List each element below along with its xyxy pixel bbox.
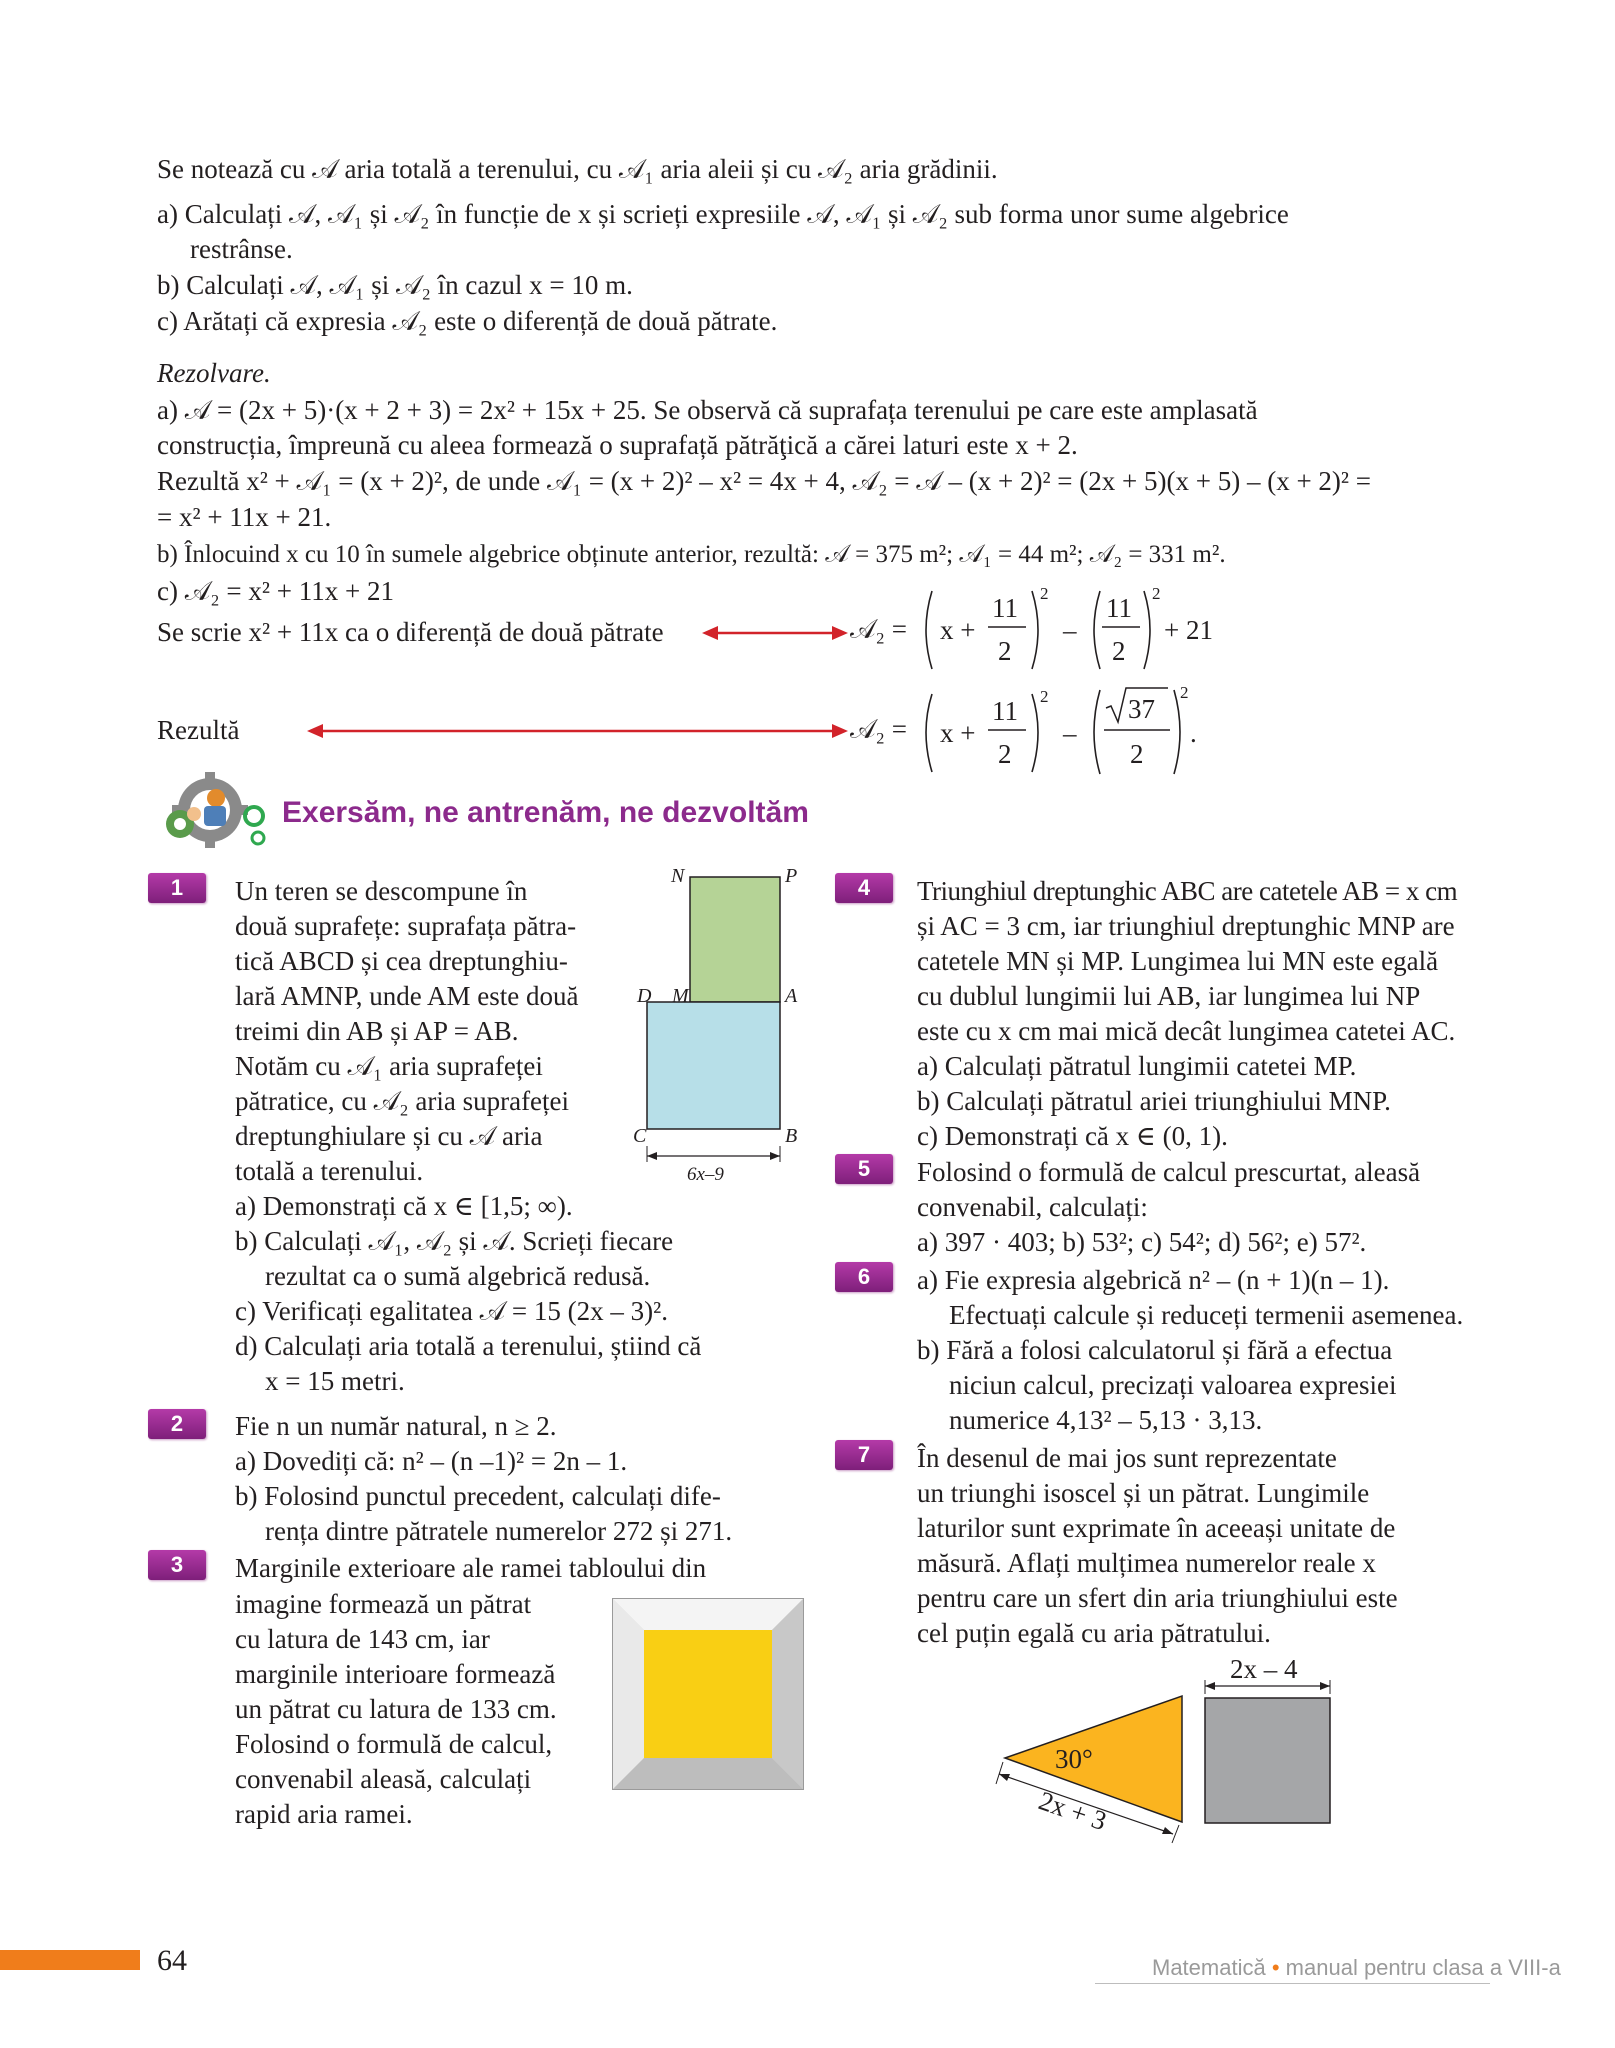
formula1 — [918, 585, 1248, 675]
triangle-side-label: 2x + 3 — [1035, 1785, 1111, 1837]
ex7-line: În desenul de mai jos sunt reprezentate — [917, 1443, 1337, 1473]
ex1-question-d-cont: x = 15 metri. — [265, 1366, 405, 1396]
footer-title-book: manual pentru clasa a VIII-a — [1285, 1955, 1561, 1980]
solution-a-line4: = x² + 11x + 21. — [157, 502, 332, 532]
intro-question-a: a) Calculați 𝒜, 𝒜₁ și 𝒜₂ în funcție de x și scrieți expresiile 𝒜, 𝒜₁ și 𝒜₂ sub forma unor sume algebrice — [157, 199, 1289, 229]
ex4-line: este cu x cm mai mică decât lungimea catetei AC. — [917, 1016, 1456, 1046]
ex1-line: dreptunghiulare și cu 𝒜 aria — [235, 1121, 543, 1151]
formula1-lhs: 𝒜₂ = — [850, 614, 907, 644]
ex5-line: a) 397 · 403; b) 53²; c) 54²; d) 56²; e) 57². — [917, 1227, 1367, 1257]
exercise-6-text — [917, 1263, 1463, 1438]
ex3-line: marginile interioare formează — [235, 1659, 556, 1689]
ex4-line: catetele MN și MP. Lungimea lui MN este egală — [917, 946, 1439, 976]
label-p: P — [785, 865, 798, 887]
ex7-figure — [985, 1650, 1345, 1845]
ex2-question-b-cont: rența dintre pătratele numerelor 272 și 271. — [265, 1516, 733, 1546]
ex6-question-a-cont: Efectuați calcule și reduceți termenii asemenea. — [949, 1300, 1464, 1330]
ex1-question-b: b) Calculați 𝒜₁, 𝒜₂ și 𝒜. Scrieți fiecare — [235, 1226, 674, 1256]
solution-result-label: Rezultă — [157, 715, 240, 745]
exercise-badge-4: 4 — [835, 873, 893, 903]
exercise-badge-7: 7 — [835, 1440, 893, 1470]
solution-c-line2: Se scrie x² + 11x ca o diferență de două pătrate — [157, 617, 664, 647]
ex4-line: c) Demonstrați că x ∈ (0, 1). — [917, 1121, 1228, 1151]
ex1-figure — [625, 862, 815, 1182]
label-d: D — [637, 985, 652, 1007]
ex3-line: Folosind o formulă de calcul, — [235, 1729, 553, 1759]
ex7-line: cel puțin egală cu aria pătratului. — [917, 1618, 1271, 1648]
dimension-label: 6x–9 — [687, 1164, 724, 1182]
solution-a-line3: Rezultă x² + 𝒜₁ = (x + 2)², de unde 𝒜₁ = (x + 2)² – x² = 4x + 4, 𝒜₂ = 𝒜 – (x + 2)² = (2x + 5)(x + 5) – (x + 2)² = — [157, 466, 1371, 496]
footer-accent-bar — [0, 1950, 140, 1970]
formula2-den2: 2 — [1130, 739, 1144, 769]
ex1-line: pătratice, cu 𝒜₂ aria suprafeței — [235, 1086, 570, 1116]
intro-question-c: c) Arătați că expresia 𝒜₂ este o diferență de două pătrate. — [157, 306, 778, 336]
solution-heading: Rezolvare. — [157, 358, 271, 388]
page-number: 64 — [157, 1944, 187, 1977]
ex3-line: un pătrat cu latura de 133 cm. — [235, 1694, 557, 1724]
intro-line: Se notează cu 𝒜 aria totală a terenului, cu 𝒜₁ aria aleii și cu 𝒜₂ aria grădinii. — [157, 154, 998, 184]
double-arrow-1 — [700, 618, 850, 648]
formula2-x-plus: x + — [940, 718, 976, 748]
ex7-line: laturilor sunt exprimate în aceeași unitate de — [917, 1513, 1396, 1543]
ex4-line: Triunghiul dreptunghic ABC are catetele AB = x cm — [917, 876, 1458, 906]
ex6-question-b-cont: niciun calcul, precizați valoarea expresiei — [949, 1370, 1397, 1400]
ex5-line: Folosind o formulă de calcul prescurtat, aleasă — [917, 1157, 1421, 1187]
square — [1205, 1698, 1330, 1823]
formula1-tail: + 21 — [1164, 615, 1213, 645]
gears-icon — [158, 768, 270, 848]
ex4-line: a) Calculați pătratul lungimii catetei MP. — [917, 1051, 1357, 1081]
formula1-x-plus: x + — [940, 615, 976, 645]
exercise-badge-2: 2 — [148, 1409, 206, 1439]
intro-question-a-cont: restrânse. — [190, 234, 293, 264]
label-a: A — [785, 985, 798, 1007]
ex7-line: pentru care un sfert din aria triunghiului este — [917, 1583, 1398, 1613]
intro-question-b: b) Calculați 𝒜, 𝒜₁ și 𝒜₂ în cazul x = 10 m. — [157, 270, 633, 300]
footer-divider — [1095, 1983, 1490, 1984]
ex1-question-a: a) Demonstrați că x ∈ [1,5; ∞). — [235, 1191, 573, 1221]
formula2-tail: . — [1190, 718, 1197, 748]
ex4-line: cu dublul lungimii lui AB, iar lungimea lui NP — [917, 981, 1421, 1011]
square-side-label: 2x – 4 — [1230, 1654, 1298, 1684]
label-m: M — [672, 985, 689, 1007]
angle-label: 30° — [1055, 1744, 1093, 1774]
ex6-question-b: b) Fără a folosi calculatorul și fără a efectua — [917, 1335, 1393, 1365]
exercise-badge-1: 1 — [148, 873, 206, 903]
solution-a-line2: construcția, împreună cu aleea formează o suprafață pătrăţică a cărei laturi este x + 2. — [157, 430, 1078, 460]
solution-b-line: b) Înlocuind x cu 10 în sumele algebrice obținute anterior, rezultă: 𝒜 = 375 m²; 𝒜₁ = 44 m²; 𝒜₂ = 331 m². — [157, 541, 1226, 568]
ex2-line: Fie n un număr natural, n ≥ 2. — [235, 1411, 557, 1441]
formula2-exp2: 2 — [1180, 683, 1189, 702]
ex3-line: convenabil aleasă, calculați — [235, 1764, 532, 1794]
solution-a-line1: a) 𝒜 = (2x + 5)·(x + 2 + 3) = 2x² + 15x + 25. Se observă că suprafața terenului pe care este amplasată — [157, 395, 1258, 425]
ex7-line: măsură. Aflați mulțimea numerelor reale x — [917, 1548, 1376, 1578]
exercise-5-text — [917, 1155, 1420, 1260]
formula2 — [918, 680, 1218, 780]
formula2-den: 2 — [998, 739, 1012, 769]
ex1-line: tică ABCD și cea dreptunghiu- — [235, 946, 568, 976]
exercise-3-text — [235, 1587, 557, 1832]
exercise-2-text — [235, 1409, 732, 1549]
ex4-line: și AC = 3 cm, iar triunghiul dreptunghic MNP are — [917, 911, 1455, 941]
formula1-exp2: 2 — [1152, 585, 1161, 603]
ex3-line: imagine formează un pătrat — [235, 1589, 532, 1619]
ex5-line: convenabil, calculați: — [917, 1192, 1148, 1222]
exercise-7-text — [917, 1441, 1398, 1651]
ex6-question-a: a) Fie expresia algebrică n² – (n + 1)(n – 1). — [917, 1265, 1390, 1295]
exercise-badge-3: 3 — [148, 1550, 206, 1580]
ex6-question-b-cont: numerice 4,13² – 5,13 · 3,13. — [949, 1405, 1263, 1435]
label-b: B — [785, 1125, 798, 1147]
exercise-4-text — [917, 874, 1457, 1154]
formula1-num2: 11 — [1106, 593, 1132, 623]
picture-frame — [612, 1598, 804, 1790]
ex4-line: b) Calculați pătratul ariei triunghiului MNP. — [917, 1086, 1391, 1116]
solution-c-line1: c) 𝒜₂ = x² + 11x + 21 — [157, 576, 394, 606]
formula2-exp: 2 — [1040, 687, 1049, 706]
ex2-question-b: b) Folosind punctul precedent, calculați dife- — [235, 1481, 721, 1511]
double-arrow-2 — [305, 716, 850, 746]
ex1-question-d: d) Calculați aria totală a terenului, știind că — [235, 1331, 702, 1361]
formula2-sqrt-arg: 37 — [1128, 694, 1155, 724]
formula1-den: 2 — [998, 636, 1012, 666]
exercise-badge-5: 5 — [835, 1154, 893, 1184]
ex3-line: rapid aria ramei. — [235, 1799, 413, 1829]
label-c: C — [633, 1125, 647, 1147]
ex1-line: treimi din AB și AP = AB. — [235, 1016, 519, 1046]
ex3-line: cu latura de 143 cm, iar — [235, 1624, 490, 1654]
ex1-question-b-cont: rezultat ca o sumă algebrică redusă. — [265, 1261, 651, 1291]
ex7-line: un triunghi isoscel și un pătrat. Lungimile — [917, 1478, 1370, 1508]
square-abcd — [647, 1002, 780, 1129]
ex1-line: lară AMNP, unde AM este două — [235, 981, 579, 1011]
formula2-num: 11 — [992, 696, 1018, 726]
section-title: Exersăm, ne antrenăm, ne dezvoltăm — [282, 796, 809, 829]
ex3-line: Marginile exterioare ale ramei tabloului din — [235, 1553, 707, 1583]
formula1-exp: 2 — [1040, 585, 1049, 603]
ex2-question-a: a) Dovediți că: n² – (n –1)² = 2n – 1. — [235, 1446, 628, 1476]
formula2-lhs: 𝒜₂ = — [850, 714, 907, 744]
formula1-minus: – — [1063, 615, 1077, 645]
footer-title — [1152, 1955, 1561, 1981]
footer-title-subject: Matematică — [1152, 1955, 1266, 1980]
ex1-question-c: c) Verificați egalitatea 𝒜 = 15 (2x – 3)². — [235, 1296, 668, 1326]
ex1-line: două suprafețe: suprafața pătra- — [235, 911, 577, 941]
frame-inner — [644, 1630, 772, 1758]
exercise-badge-6: 6 — [835, 1262, 893, 1292]
ex1-line: Un teren se descompune în — [235, 876, 528, 906]
formula1-den2: 2 — [1112, 636, 1126, 666]
ex1-line: Notăm cu 𝒜₁ aria suprafeței — [235, 1051, 543, 1081]
footer-bullet: • — [1271, 1955, 1280, 1980]
ex1-line: totală a terenului. — [235, 1156, 424, 1186]
rectangle-amnp — [690, 877, 780, 1002]
label-n: N — [671, 865, 685, 887]
formula2-minus: – — [1063, 718, 1077, 748]
formula1-num: 11 — [992, 593, 1018, 623]
